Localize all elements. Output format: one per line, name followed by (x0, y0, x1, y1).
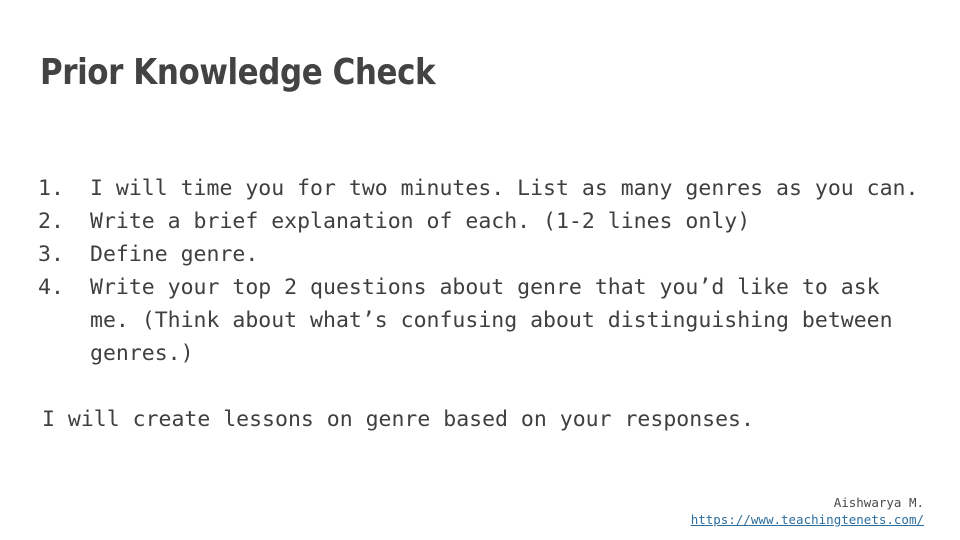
list-item-text: I will time you for two minutes. List as many genres as you can. (90, 176, 919, 201)
list-item-number: 2. (38, 209, 64, 234)
list-item-text: Define genre. (90, 242, 259, 267)
list-item-number: 4. (38, 275, 64, 300)
task-list (38, 172, 928, 370)
list-item-text: Write a brief explanation of each. (1-2 lines only) (90, 209, 751, 234)
list-item (38, 238, 928, 271)
list-item-number: 3. (38, 242, 64, 267)
slide-body (38, 172, 928, 436)
list-item (38, 205, 928, 238)
list-item-text: Write your top 2 questions about genre that you’d like to ask me. (Think about what’s confusing about distinguishing between genres.) (90, 275, 893, 366)
credit-author: Aishwarya M. (833, 495, 924, 510)
page-title: Prior Knowledge Check (40, 52, 436, 93)
list-item (38, 172, 928, 205)
list-item (38, 271, 928, 370)
list-item-number: 1. (38, 176, 64, 201)
credit-link[interactable]: https://www.teachingtenets.com/ (690, 512, 924, 527)
closing-statement: I will create lessons on genre based on your responses. (42, 407, 754, 432)
credit-block (691, 494, 924, 528)
